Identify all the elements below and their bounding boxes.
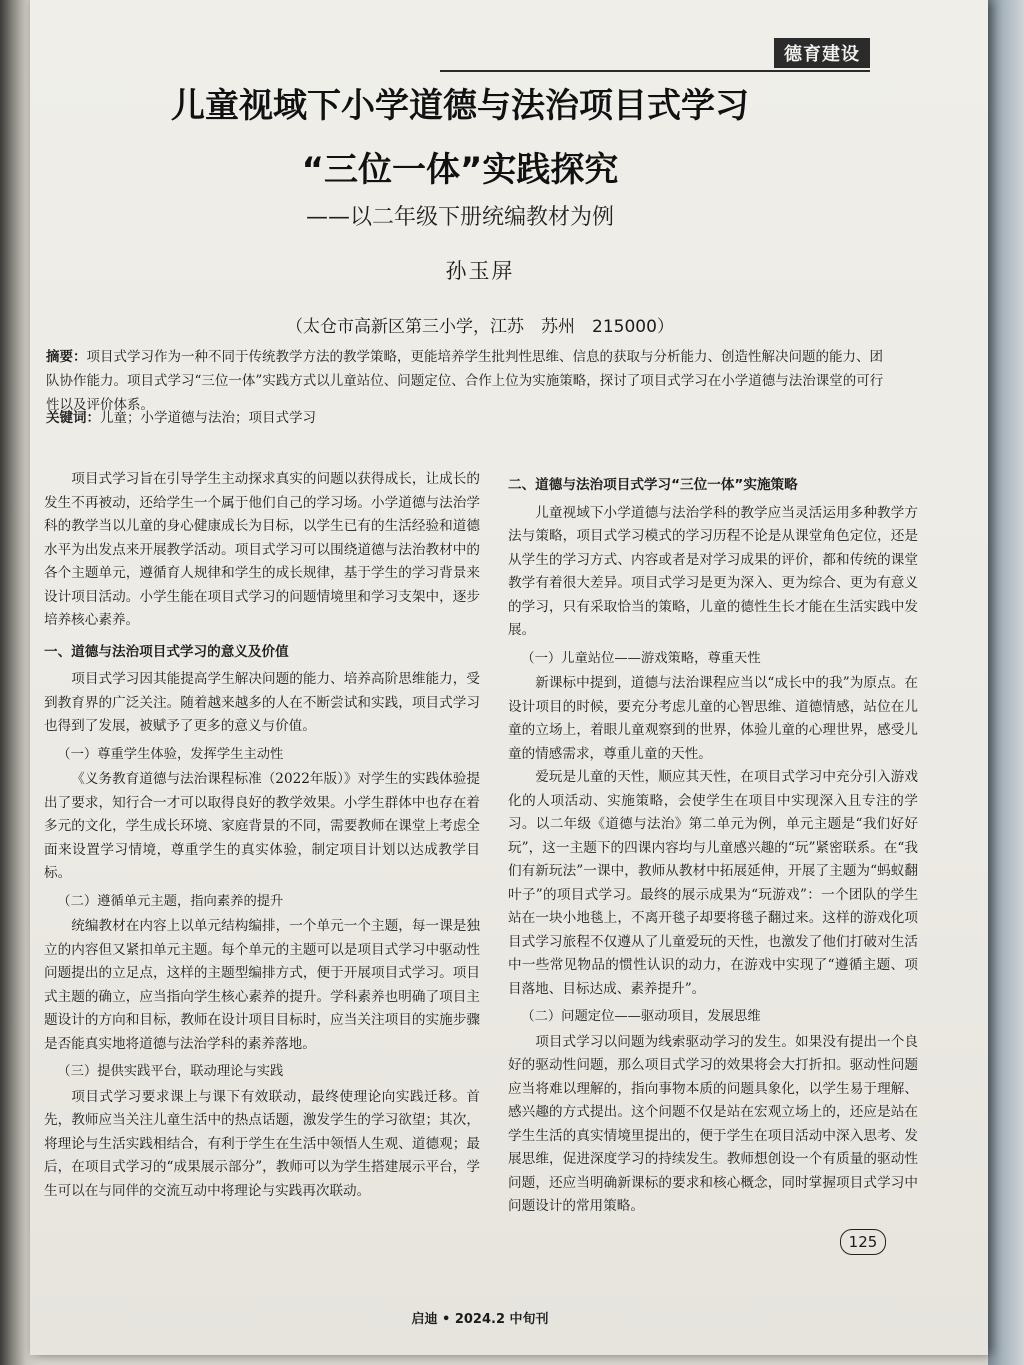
paragraph: 项目式学习以问题为线索驱动学习的发生。如果没有提出一个良好的驱动性问题，那么项目式学习的效果将会大打折扣。驱动性问题应当将难以理解的，指向事物本质的问题具象化，以学生易于理解、感兴趣的方式提出。这个问题不仅是站在宏观立场上的，还应是站在学生生活的真实情境里提出的，便于学生在项目活动中深入思考、发展思维，促进深度学习的持续发生。教师想创设一个有质量的驱动性问题，还应当明确新课标的要求和核心概念，同时掌握项目式学习中问题设计的常用策略。 (508, 1033, 918, 1214)
paragraph: 儿童视域下小学道德与法治学科的教学应当灵活运用多种教学方法与策略，项目式学习模式的学习历程不论是从课堂角色定位，还是从学生的学习方式、内容或者是对学习成果的评价，都和传统的课堂教学有着很大差异。项目式学习是更为深入、更为综合、更为有意义的学习，只有采取恰当的策略，儿童的德性生长才能在生活实践中发展。 (508, 504, 918, 638)
section-heading: 一、道德与法治项目式学习的意义及价值 (44, 643, 289, 660)
article-title-line1: 儿童视域下小学道德与法治项目式学习 (171, 86, 749, 126)
next-page-edge (988, 0, 1024, 1365)
journal-footer: 启迪 • 2024.2 中旬刊 (411, 1312, 549, 1327)
section-heading: 二、道德与法治项目式学习“三位一体”实施策略 (508, 477, 798, 493)
affiliation: （太仓市高新区第三小学，江苏 苏州 215000） (286, 317, 674, 337)
paragraph: 统编教材在内容上以单元结构编排，一个单元一个主题，每一课是独立的内容但又紧扣单元主题。每个单元的主题可以是项目式学习中驱动性问题提出的立足点，这样的主题型编排方式，便于开展项目式学习。项目式主题的确立，应当指向学生核心素养的提升。学科素养也明确了项目主题设计的方向和目标，教师在设计项目目标时，应当关注项目的实施步骤是否能真实地将道德与法治学科的素养落地。 (44, 918, 480, 1052)
subsection-heading: （三）提供实践平台，联动理论与实践 (57, 1064, 284, 1079)
paragraph: 项目式学习要求课上与课下有效联动，最终使理论向实践迁移。首先，教师应当关注儿童生活中的热点话题，激发学生的学习欲望；其次，将理论与生活实践相结合，有利于学生在生活中领悟人生观、道德观；最后，在项目式学习的“成果展示部分”，教师可以为学生搭建展示平台，学生可以在与同伴的交流互动中将理论与实践再次联动。 (44, 1088, 480, 1199)
page-number: 125 (840, 1229, 886, 1255)
paragraph: 《义务教育道德与法治课程标准（2022年版）》对学生的实践体验提出了要求，知行合一才可以取得良好的教学效果。小学生群体中也存在着多元的文化，学生成长环境、家庭背景的不同，需要教师在课堂上考虑全面来设置学习情境，尊重学生的真实体验，制定项目计划以达成教学目标。 (44, 771, 480, 881)
article-subtitle: ——以二年级下册统编教材为例 (305, 205, 614, 230)
paragraph: 项目式学习旨在引导学生主动探求真实的问题以获得成长，让成长的发生不再被动，还给学生一个属于他们自己的学习场。小学道德与法治学科的教学当以儿童的身心健康成长为目标，以学生已有的生活经验和道德水平为出发点来开展教学活动。项目式学习可以围绕道德与法治教材中的各个主题单元，遵循育人规律和学生的成长规律，基于学生的学习背景来设计项目活动。小学生能在项目式学习的问题情境里和学习支架中，逐步培养核心素养。 (44, 471, 480, 628)
paragraph: 爱玩是儿童的天性，顺应其天性，在项目式学习中充分引入游戏化的人项活动、实施策略，会使学生在项目中实现深入且专注的学习。以二年级《道德与法治》第二单元为例，单元主题是“我们好好玩”，这一主题下的四课内容均与儿童感兴趣的“玩”紧密联系。在“我们有新玩法”一课中，教师从教材中拓展延伸，开展了主题为“蚂蚁翻叶子”的项目式学习。最终的展示成果为“玩游戏”：一个团队的学生站在一块小地毯上，不离开毯子却要将毯子翻过来。这样的游戏化项目式学习旅程不仅遵从了儿童爱玩的天性，也激发了他们打破对生活中一些常见物品的惯性认识的动力，在游戏中实现了“遵循主题、项目落地、目标达成、素养提升”。 (508, 769, 918, 997)
subsection-heading: （一）儿童站位——游戏策略，尊重天性 (521, 650, 761, 666)
journal-page (30, 0, 988, 1355)
keywords (46, 407, 886, 429)
left-column (44, 468, 480, 1203)
right-column (508, 466, 918, 1219)
column-tag: 德育建设 (774, 38, 870, 68)
header-rule (440, 70, 870, 72)
subsection-heading: （二）遵循单元主题，指向素养的提升 (57, 893, 284, 909)
article-title-line2: “三位一体”实践探究 (301, 150, 619, 190)
paragraph: 新课标中提到，道德与法治课程应当以“成长中的我”为原点。在设计项目的时候，要充分考虑儿童的心智思维、道德情感，站位在儿童的立场上，着眼儿童观察到的世界，体验儿童的心理世界，感受儿童的情感需求，尊重儿童的天性。 (508, 675, 918, 762)
author: 孙玉屏 (445, 259, 515, 283)
abstract-text: 项目式学习作为一种不同于传统教学方法的教学策略，更能培养学生批判性思维、信息的获取与分析能力、创造性解决问题的能力、团队协作能力。项目式学习“三位一体”实践方式以儿童站位、问题定位、合作上位为实施策略，探讨了项目式学习在小学道德与法治课堂的可行性以及评价体系。 (46, 349, 884, 413)
keywords-label: 关键词： (46, 410, 100, 426)
paragraph: 项目式学习因其能提高学生解决问题的能力、培养高阶思维能力，受到教育界的广泛关注。随着越来越多的人在不断尝试和实践，项目式学习也得到了发展，被赋予了更多的意义与价值。 (44, 671, 480, 734)
abstract-label: 摘要： (46, 349, 87, 365)
keywords-text: 儿童；小学道德与法治；项目式学习 (100, 410, 316, 426)
subsection-heading: （一）尊重学生体验，发挥学生主动性 (57, 746, 284, 762)
subsection-heading: （二）问题定位——驱动项目，发展思维 (521, 1009, 761, 1024)
